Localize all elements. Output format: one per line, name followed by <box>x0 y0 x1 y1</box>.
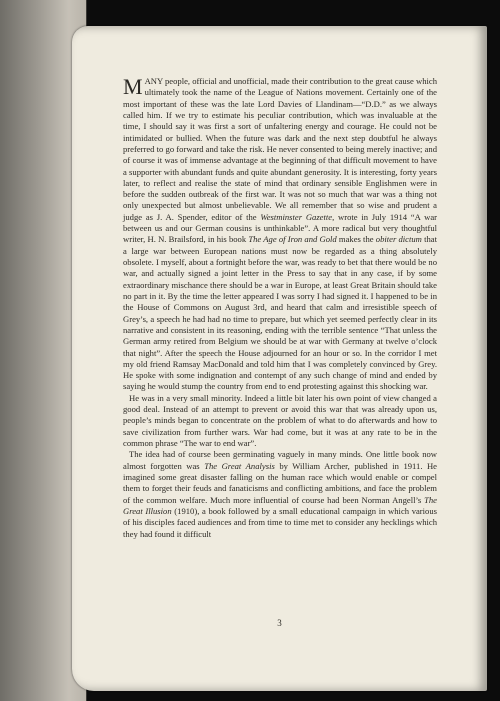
italic-title-text: The Great Analysis <box>204 460 275 471</box>
paragraph-2-text <box>123 393 437 448</box>
drop-cap: M <box>123 74 143 99</box>
italic-title-text: The Great Illusion <box>123 494 437 516</box>
paragraph-run: that a large war between European nations must now be regarded as a thing absolutely obsolete. I myself, about a fortnight before the war, was ready to bet that there would be no war, and actually signed a joint letter in the Press to say that in any case, if by some extraordinary mischance there should be a war in Europe, at least Great Britain should take no part in it. By the time the letter appeared I was sorry I had signed it. I happened to be in the House of Commons on August 3rd, and heard that calm and irresistible speech of Grey’s, a speech he had had no time to prepare, but which yet seemed perfectly clear in its narrative and consistent in its reasoning, ending with the terrible sentence “That unless the German army retired from Belgium we should be at war with Germany at twelve o’clock that night”. After the speech the House adjourned for an hour or so. In the corridor I met my old friend Ramsay MacDonald and told him that I was completely convinced by Grey. He spoke with some indignation and contempt of any such change of mind and ended by saying he would stump the country from end to end protesting against this shocking war. <box>123 234 437 392</box>
paragraph-run: ANY people, official and unofficial, made their contribution to the great cause which ultimately took the name of the League of Nations movement. Certainly one of the most important of these was the late Lord Davies of Llandinam—“D.D.” as we always called him. If we try to estimate his peculiar contribution, which was invaluable at the time, I should say it was first a sort of unfaltering energy and courage. He could not be intimidated or bullied. When the future was dark and the next step doubtful he always preferred to go forward and take the risk. He never consented to being merely inactive; and of course it was of immense advantage at the beginning of that difficult movement to have a supporter with abundant funds and quite abundant generosity. It is interesting, forty years later, to reflect and realise the state of mind that ordinary sensible Englishmen were in before the sudden outbreak of the first war. It was not so much that war was a thing not only unexpected but almost unbelievable. We all remember that so wise and prudent a judge as J. A. Spender, editor of the <box>123 76 437 222</box>
paragraph-run: , wrote in July 1914 “A war between us and our German cousins is unthinkable”. A more radical but very thoughtful writer, H. N. Brailsford, in his book <box>123 211 437 245</box>
body-text <box>123 76 437 540</box>
paragraph-run: by William Archer, published in 1911. He imagined some great disaster falling on the human race which would enable or compel them to forget their feuds and fanaticisms and conflicting ambitions, and face the problem of the common welfare. Much more influential of course had been Norman Angell’s <box>123 460 438 505</box>
paragraph-3 <box>123 449 437 540</box>
italic-title-text: obiter dictum <box>375 234 422 245</box>
paragraph-2 <box>123 393 437 450</box>
book-page <box>72 26 487 691</box>
paragraph-1-text <box>123 76 437 391</box>
paragraph-run: He was in a very small minority. Indeed a little bit later his own point of view changed a good deal. Instead of an attempt to prevent or avoid this war that was already upon us, people’s minds began to concentrate on the problem of what to do afterwards and how to save civilization from further wars. War had come, but it was at any rate to be in the common phrase “The war to end war”. <box>123 392 437 448</box>
page-number: 3 <box>277 618 282 628</box>
italic-title-text: Westminster Gazette <box>260 211 333 222</box>
paragraph-1 <box>123 76 437 393</box>
italic-title-text: The Age of Iron and Gold <box>248 234 337 245</box>
paragraph-run: (1910), a book followed by a small educational campaign in which various of his disciples faced audiences and from time to time met to consider any hecklings which they had found it difficult <box>123 505 437 539</box>
paragraph-run: makes the <box>336 234 376 245</box>
paragraph-3-text <box>123 449 437 538</box>
paragraph-run: The idea had of course been germinating vaguely in many minds. One little book now almost forgotten was <box>123 449 437 471</box>
